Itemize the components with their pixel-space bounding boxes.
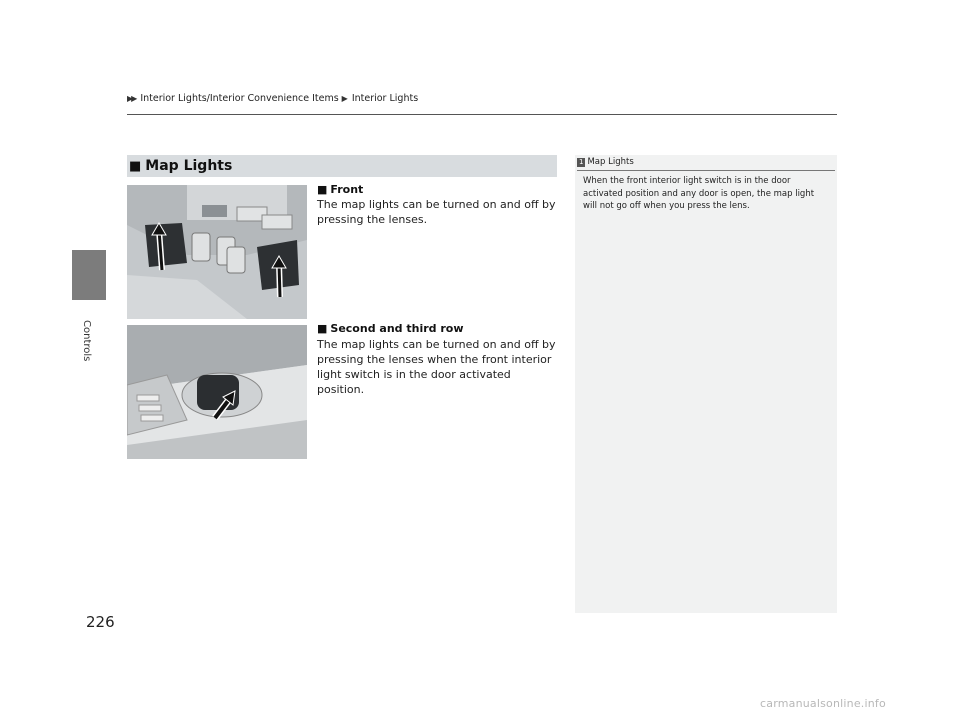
note-divider [577, 170, 835, 171]
rear-description: The map lights can be turned on and off by pressing the lenses when the front interior light switch is in the door activated position. [317, 338, 556, 396]
header-divider [127, 114, 837, 115]
page-number: 226 [86, 613, 115, 631]
sidebar-note-panel [575, 155, 837, 613]
front-heading: ■ Front [317, 183, 364, 196]
front-description: The map lights can be turned on and off by pressing the lenses. [317, 198, 556, 226]
section-title: Map Lights [145, 158, 233, 174]
front-map-lights-photo [127, 185, 307, 319]
breadcrumb-current[interactable]: Interior Lights [351, 93, 419, 104]
breadcrumb-parent[interactable]: Interior Lights/Interior Convenience Items [140, 93, 339, 104]
note-title[interactable] [577, 157, 634, 167]
sub-heading-square-icon: ■ [317, 322, 328, 335]
note-title-text: Map Lights [587, 157, 634, 167]
watermark: carmanualsonline.info [760, 697, 886, 710]
sub-heading-square-icon: ■ [317, 183, 328, 196]
note-reference-icon: 1 [579, 157, 584, 166]
breadcrumb-double-arrow-icon: ▶▶ [127, 94, 136, 103]
note-text: When the front interior light switch is in the door activated position and any door is open, the map light will not go off when you press the lens. [583, 176, 815, 211]
rear-heading: ■ Second and third row [317, 322, 464, 335]
chapter-tab [72, 250, 106, 300]
chapter-label: Controls [81, 320, 92, 362]
rear-map-light-photo [127, 325, 307, 459]
heading-square-icon: ■ [129, 158, 142, 174]
section-heading [127, 155, 557, 177]
breadcrumb-arrow-icon: ▶ [341, 94, 348, 103]
breadcrumb [127, 93, 418, 104]
